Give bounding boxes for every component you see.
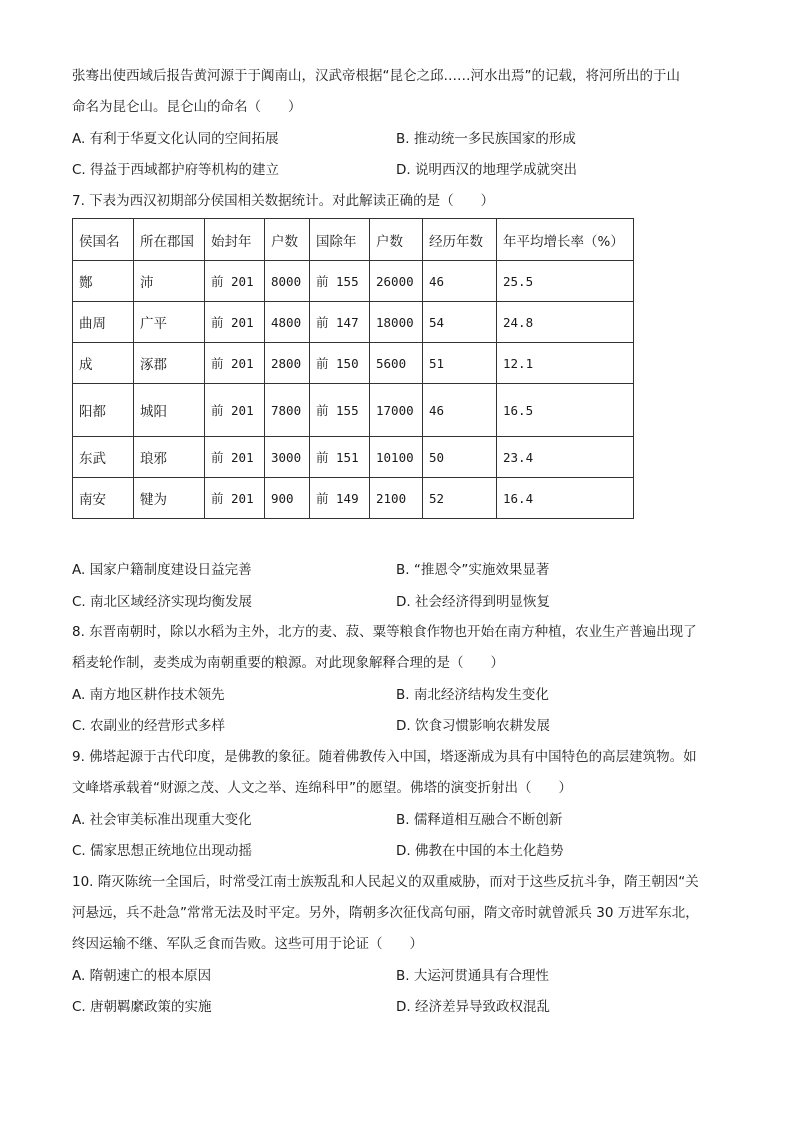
table-cell: 前 147 — [310, 302, 370, 343]
table-header-cell: 经历年数 — [423, 219, 497, 261]
table-cell: 50 — [423, 437, 497, 478]
q8-option-b: B. 南北经济结构发生变化 — [396, 687, 549, 703]
table-cell: 10100 — [370, 437, 423, 478]
table-cell: 18000 — [370, 302, 423, 343]
table-cell: 3000 — [265, 437, 310, 478]
table-header-cell: 所在郡国 — [134, 219, 205, 261]
table-cell: 16.5 — [497, 384, 634, 437]
q6-option-c: C. 得益于西域都护府等机构的建立 — [72, 162, 280, 178]
q10-stem-line2: 河悬远，兵不赴急”常常无法及时平定。另外，隋朝多次征伐高句丽，隋文帝时就曾派兵 30 万进军东北， — [72, 905, 699, 921]
q8-option-d: D. 饮食习惯影响农耕发展 — [396, 718, 550, 734]
table-cell: 25.5 — [497, 261, 634, 302]
q9-stem-line2: 文峰塔承载着“财源之茂、人文之举、连绵科甲”的愿望。佛塔的演变折射出（ ） — [72, 780, 572, 796]
table-cell: 沛 — [134, 261, 205, 302]
q8-option-a: A. 南方地区耕作技术领先 — [72, 687, 225, 703]
q9-option-d: D. 佛教在中国的本土化趋势 — [396, 843, 564, 859]
table-cell: 前 149 — [310, 478, 370, 519]
q10-stem-line1: 10. 隋灭陈统一全国后，时常受江南士族叛乱和人民起义的双重威胁，而对于这些反抗斗争，隋王朝因“关 — [72, 874, 699, 890]
q10-option-a: A. 隋朝速亡的根本原因 — [72, 968, 212, 984]
table-cell: 前 201 — [205, 302, 265, 343]
table-cell: 酂 — [73, 261, 134, 302]
table-row — [73, 384, 634, 437]
table-cell: 城阳 — [134, 384, 205, 437]
table-cell: 51 — [423, 343, 497, 384]
table-cell: 前 201 — [205, 478, 265, 519]
q9-option-b: B. 儒释道相互融合不断创新 — [396, 812, 563, 828]
q6-option-a: A. 有利于华夏文化认同的空间拓展 — [72, 131, 279, 147]
table-cell: 东武 — [73, 437, 134, 478]
table-cell: 广平 — [134, 302, 205, 343]
table-row — [73, 478, 634, 519]
table-cell: 46 — [423, 261, 497, 302]
table-header-cell: 国除年 — [310, 219, 370, 261]
table-cell: 4800 — [265, 302, 310, 343]
table-row — [73, 343, 634, 384]
table-cell: 7800 — [265, 384, 310, 437]
table-cell: 前 201 — [205, 343, 265, 384]
table-cell: 南安 — [73, 478, 134, 519]
table-cell: 2800 — [265, 343, 310, 384]
table-cell: 前 201 — [205, 384, 265, 437]
q8-stem-line2: 稻麦轮作制，麦类成为南朝重要的粮源。对此现象解释合理的是（ ） — [72, 655, 504, 671]
table-cell: 17000 — [370, 384, 423, 437]
table-cell: 琅邪 — [134, 437, 205, 478]
q7-option-d: D. 社会经济得到明显恢复 — [396, 594, 550, 610]
table-cell: 2100 — [370, 478, 423, 519]
table-cell: 前 201 — [205, 437, 265, 478]
table-header-cell: 侯国名 — [73, 219, 134, 261]
table-header-cell: 年平均增长率（%） — [497, 219, 634, 261]
q7-option-b: B. “推恩令”实施效果显著 — [396, 562, 550, 578]
table-cell: 前 150 — [310, 343, 370, 384]
table-row — [73, 302, 634, 343]
table-cell: 阳都 — [73, 384, 134, 437]
table-cell: 46 — [423, 384, 497, 437]
table-cell: 8000 — [265, 261, 310, 302]
q10-option-d: D. 经济差异导致政权混乱 — [396, 999, 550, 1015]
q6-stem-line2: 命名为昆仑山。昆仑山的命名（ ） — [72, 99, 302, 115]
table-row — [73, 261, 634, 302]
table-cell: 24.8 — [497, 302, 634, 343]
q9-stem-line1: 9. 佛塔起源于古代印度，是佛教的象征。随着佛教传入中国，塔逐渐成为具有中国特色的高层建筑物。如 — [72, 749, 697, 765]
table-header-cell: 始封年 — [205, 219, 265, 261]
q7-option-c: C. 南北区域经济实现均衡发展 — [72, 594, 253, 610]
table-cell: 成 — [73, 343, 134, 384]
table-cell: 涿郡 — [134, 343, 205, 384]
table-cell: 12.1 — [497, 343, 634, 384]
table-cell: 54 — [423, 302, 497, 343]
table-header-cell: 户数 — [265, 219, 310, 261]
table-cell: 52 — [423, 478, 497, 519]
q10-stem-line3: 终因运输不继、军队乏食而告败。这些可用于论证（ ） — [72, 936, 423, 952]
table-cell: 前 155 — [310, 261, 370, 302]
table-cell: 23.4 — [497, 437, 634, 478]
table-cell: 5600 — [370, 343, 423, 384]
q6-stem-line1: 张骞出使西域后报告黄河源于于阗南山，汉武帝根据“昆仑之邱……河水出焉”的记载，将河所出的于山 — [72, 68, 680, 84]
table-cell: 曲周 — [73, 302, 134, 343]
table-header-cell: 户数 — [370, 219, 423, 261]
table-cell: 前 201 — [205, 261, 265, 302]
table-cell: 前 151 — [310, 437, 370, 478]
table-cell: 前 155 — [310, 384, 370, 437]
table-cell: 16.4 — [497, 478, 634, 519]
q7-stem: 7. 下表为西汉初期部分侯国相关数据统计。对此解读正确的是（ ） — [72, 193, 495, 209]
table-cell: 犍为 — [134, 478, 205, 519]
q10-option-c: C. 唐朝羁縻政策的实施 — [72, 999, 212, 1015]
q6-option-d: D. 说明西汉的地理学成就突出 — [396, 162, 577, 178]
q10-option-b: B. 大运河贯通具有合理性 — [396, 968, 549, 984]
table-header-row — [73, 219, 634, 261]
table-row — [73, 437, 634, 478]
q8-option-c: C. 农副业的经营形式多样 — [72, 718, 226, 734]
q9-option-c: C. 儒家思想正统地位出现动摇 — [72, 843, 253, 859]
q7-option-a: A. 国家户籍制度建设日益完善 — [72, 562, 252, 578]
table-cell: 26000 — [370, 261, 423, 302]
marquisate-data-table — [72, 218, 634, 519]
q8-stem-line1: 8. 东晋南朝时，除以水稻为主外，北方的麦、菽、粟等粮食作物也开始在南方种植，农业生产普遍出现了 — [72, 624, 697, 640]
q6-option-b: B. 推动统一多民族国家的形成 — [396, 131, 576, 147]
table-cell: 900 — [265, 478, 310, 519]
q9-option-a: A. 社会审美标准出现重大变化 — [72, 812, 252, 828]
